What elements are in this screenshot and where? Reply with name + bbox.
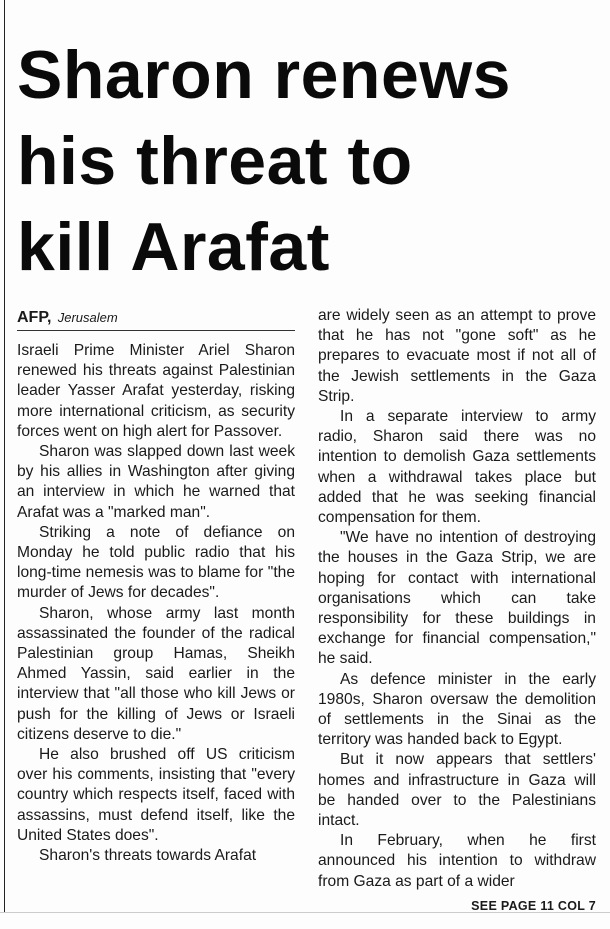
byline-dateline: Jerusalem [57,310,118,325]
paragraph: In a separate interview to army radio, Sharon said there was no intention to demolish Gaza settlements when a withdrawal takes place but added that he was seeking financial compensation for them. [318,408,596,527]
headline [17,32,607,290]
headline-line-2: his threat to [17,123,413,199]
paragraph: "We have no intention of destroying the houses in the Gaza Strip, we are hoping for contact with international organisations which can take responsibility for these buildings in exchange for financial compensation," he said. [318,529,596,668]
paragraph: He also brushed off US criticism over his comments, insisting that "every country which respects itself, faced with assassins, must defend itself, like the United States does". [17,746,295,844]
paragraph: But it now appears that settlers' homes and infrastructure in Gaza will be handed over to the Palestinians intact. [318,751,596,830]
headline-line-3: kill Arafat [17,209,330,285]
paragraph: are widely seen as an attempt to prove that he has not "gone soft" as he prepares to evacuate most if not all of the Jewish settlements in the Gaza Strip. [318,307,596,405]
paragraph: As defence minister in the early 1980s, Sharon oversaw the demolition of settlements in the Sinai as the territory was handed back to Egypt. [318,670,596,749]
paragraph: Striking a note of defiance on Monday he told public radio that his long-time nemesis was to blame for "the murder of Jews for decades". [17,523,295,602]
paragraph: Sharon was slapped down last week by his allies in Washington after giving an interview in which he warned that Arafat was a "marked man". [17,443,295,521]
paragraph: Israeli Prime Minister Ariel Sharon renewed his threats against Palestinian leader Yasser Arafat yesterday, risking more international criticism, as security forces went on high alert for Passover. [17,342,295,440]
paragraph: In February, when he first announced his intention to withdraw from Gaza as part of a wider [318,832,596,890]
left-column-rule [4,0,5,912]
headline-line-1: Sharon renews [17,37,511,113]
paragraph: Sharon's threats towards Arafat [39,847,257,865]
continuation-reference: SEE PAGE 11 COL 7 [471,898,596,913]
article-column-left [17,306,295,866]
byline [17,306,295,331]
paragraph: Sharon, whose army last month assassinated the founder of the radical Palestinian group Hamas, Sheikh Ahmed Yassin, said earlier in the interview that "all those who kill Jews or push for the killing of Jews or Israeli citizens deserve to die." [17,604,295,743]
article-column-right [318,306,596,916]
byline-agency: AFP, [17,309,52,326]
